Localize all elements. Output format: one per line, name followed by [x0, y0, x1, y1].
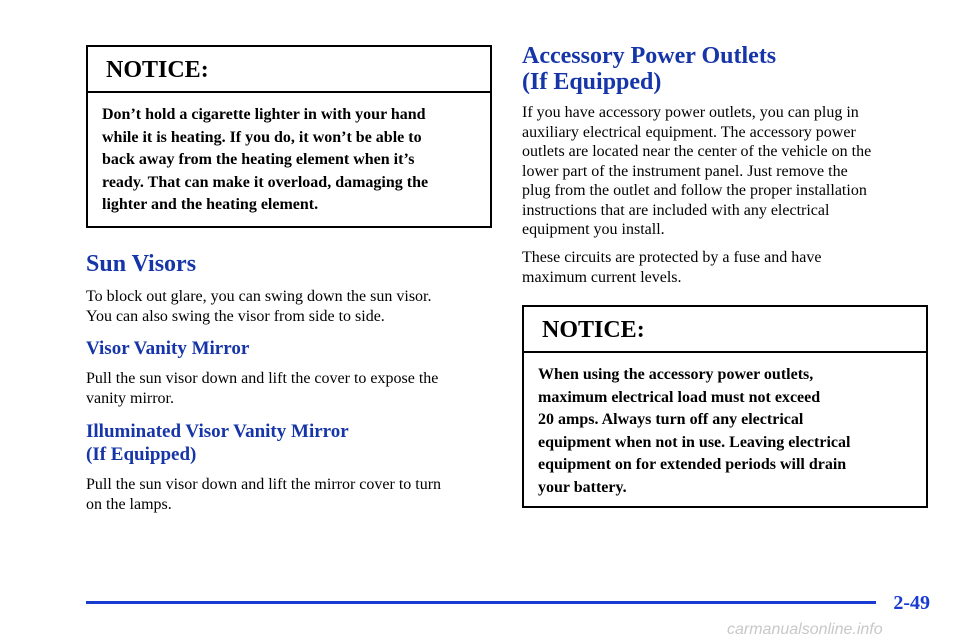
section-title-sun-visors: Sun Visors: [86, 251, 197, 277]
notice-title: NOTICE:: [88, 47, 490, 93]
notice-line: while it is heating. If you do, it won’t be able to: [102, 128, 422, 146]
notice-line: When using the accessory power outlets,: [538, 366, 814, 383]
illuminated-mirror-text: Pull the sun visor down and lift the mirror cover to turn on the lamps.: [86, 476, 442, 513]
notice-line: ready. That can make it overload, damaging the: [102, 173, 429, 191]
notice-line: 20 amps. Always turn off any electrical: [538, 411, 804, 428]
subsection-title-illuminated-mirror: Illuminated Visor Vanity Mirror (If Equipped): [86, 421, 349, 465]
vanity-mirror-text: Pull the sun visor down and lift the cover to expose the vanity mirror.: [86, 370, 439, 407]
subsection-title-visor-vanity-mirror: Visor Vanity Mirror: [86, 338, 250, 359]
page-number: 2-49: [893, 592, 930, 614]
notice-line: your battery.: [538, 478, 627, 496]
notice-line: equipment on for extended periods will drain: [538, 456, 847, 473]
notice-title: NOTICE:: [524, 307, 926, 353]
notice-box-power-outlets: [522, 305, 928, 508]
notice-line: Don’t hold a cigarette lighter in with your hand: [102, 106, 426, 123]
notice-box-lighter: [86, 45, 492, 228]
notice-line: maximum electrical load must not exceed: [538, 388, 821, 406]
notice-text: [524, 353, 926, 499]
notice-line: back away from the heating element when it’s: [102, 151, 415, 168]
notice-line: equipment when not in use. Leaving electrical: [538, 433, 851, 451]
outlets-paragraph-1: If you have accessory power outlets, you can plug in auxiliary electrical equipment. The accessory power outlets are located near the center of the vehicle on the lower part of the instrument panel. Just remove the plug from the outlet and follow the proper installation instructions that are included with any electrical equipment you install.: [522, 104, 872, 238]
notice-text: [88, 93, 490, 217]
section-title-accessory-power-outlets: Accessory Power Outlets (If Equipped): [522, 43, 777, 95]
notice-line: lighter and the heating element.: [102, 196, 319, 213]
sun-visors-text: To block out glare, you can swing down the sun visor. You can also swing the visor from side to side.: [86, 288, 432, 325]
watermark: carmanualsonline.info: [727, 621, 883, 638]
footer-rule: [86, 601, 876, 604]
outlets-paragraph-2: These circuits are protected by a fuse and have maximum current levels.: [522, 249, 822, 286]
